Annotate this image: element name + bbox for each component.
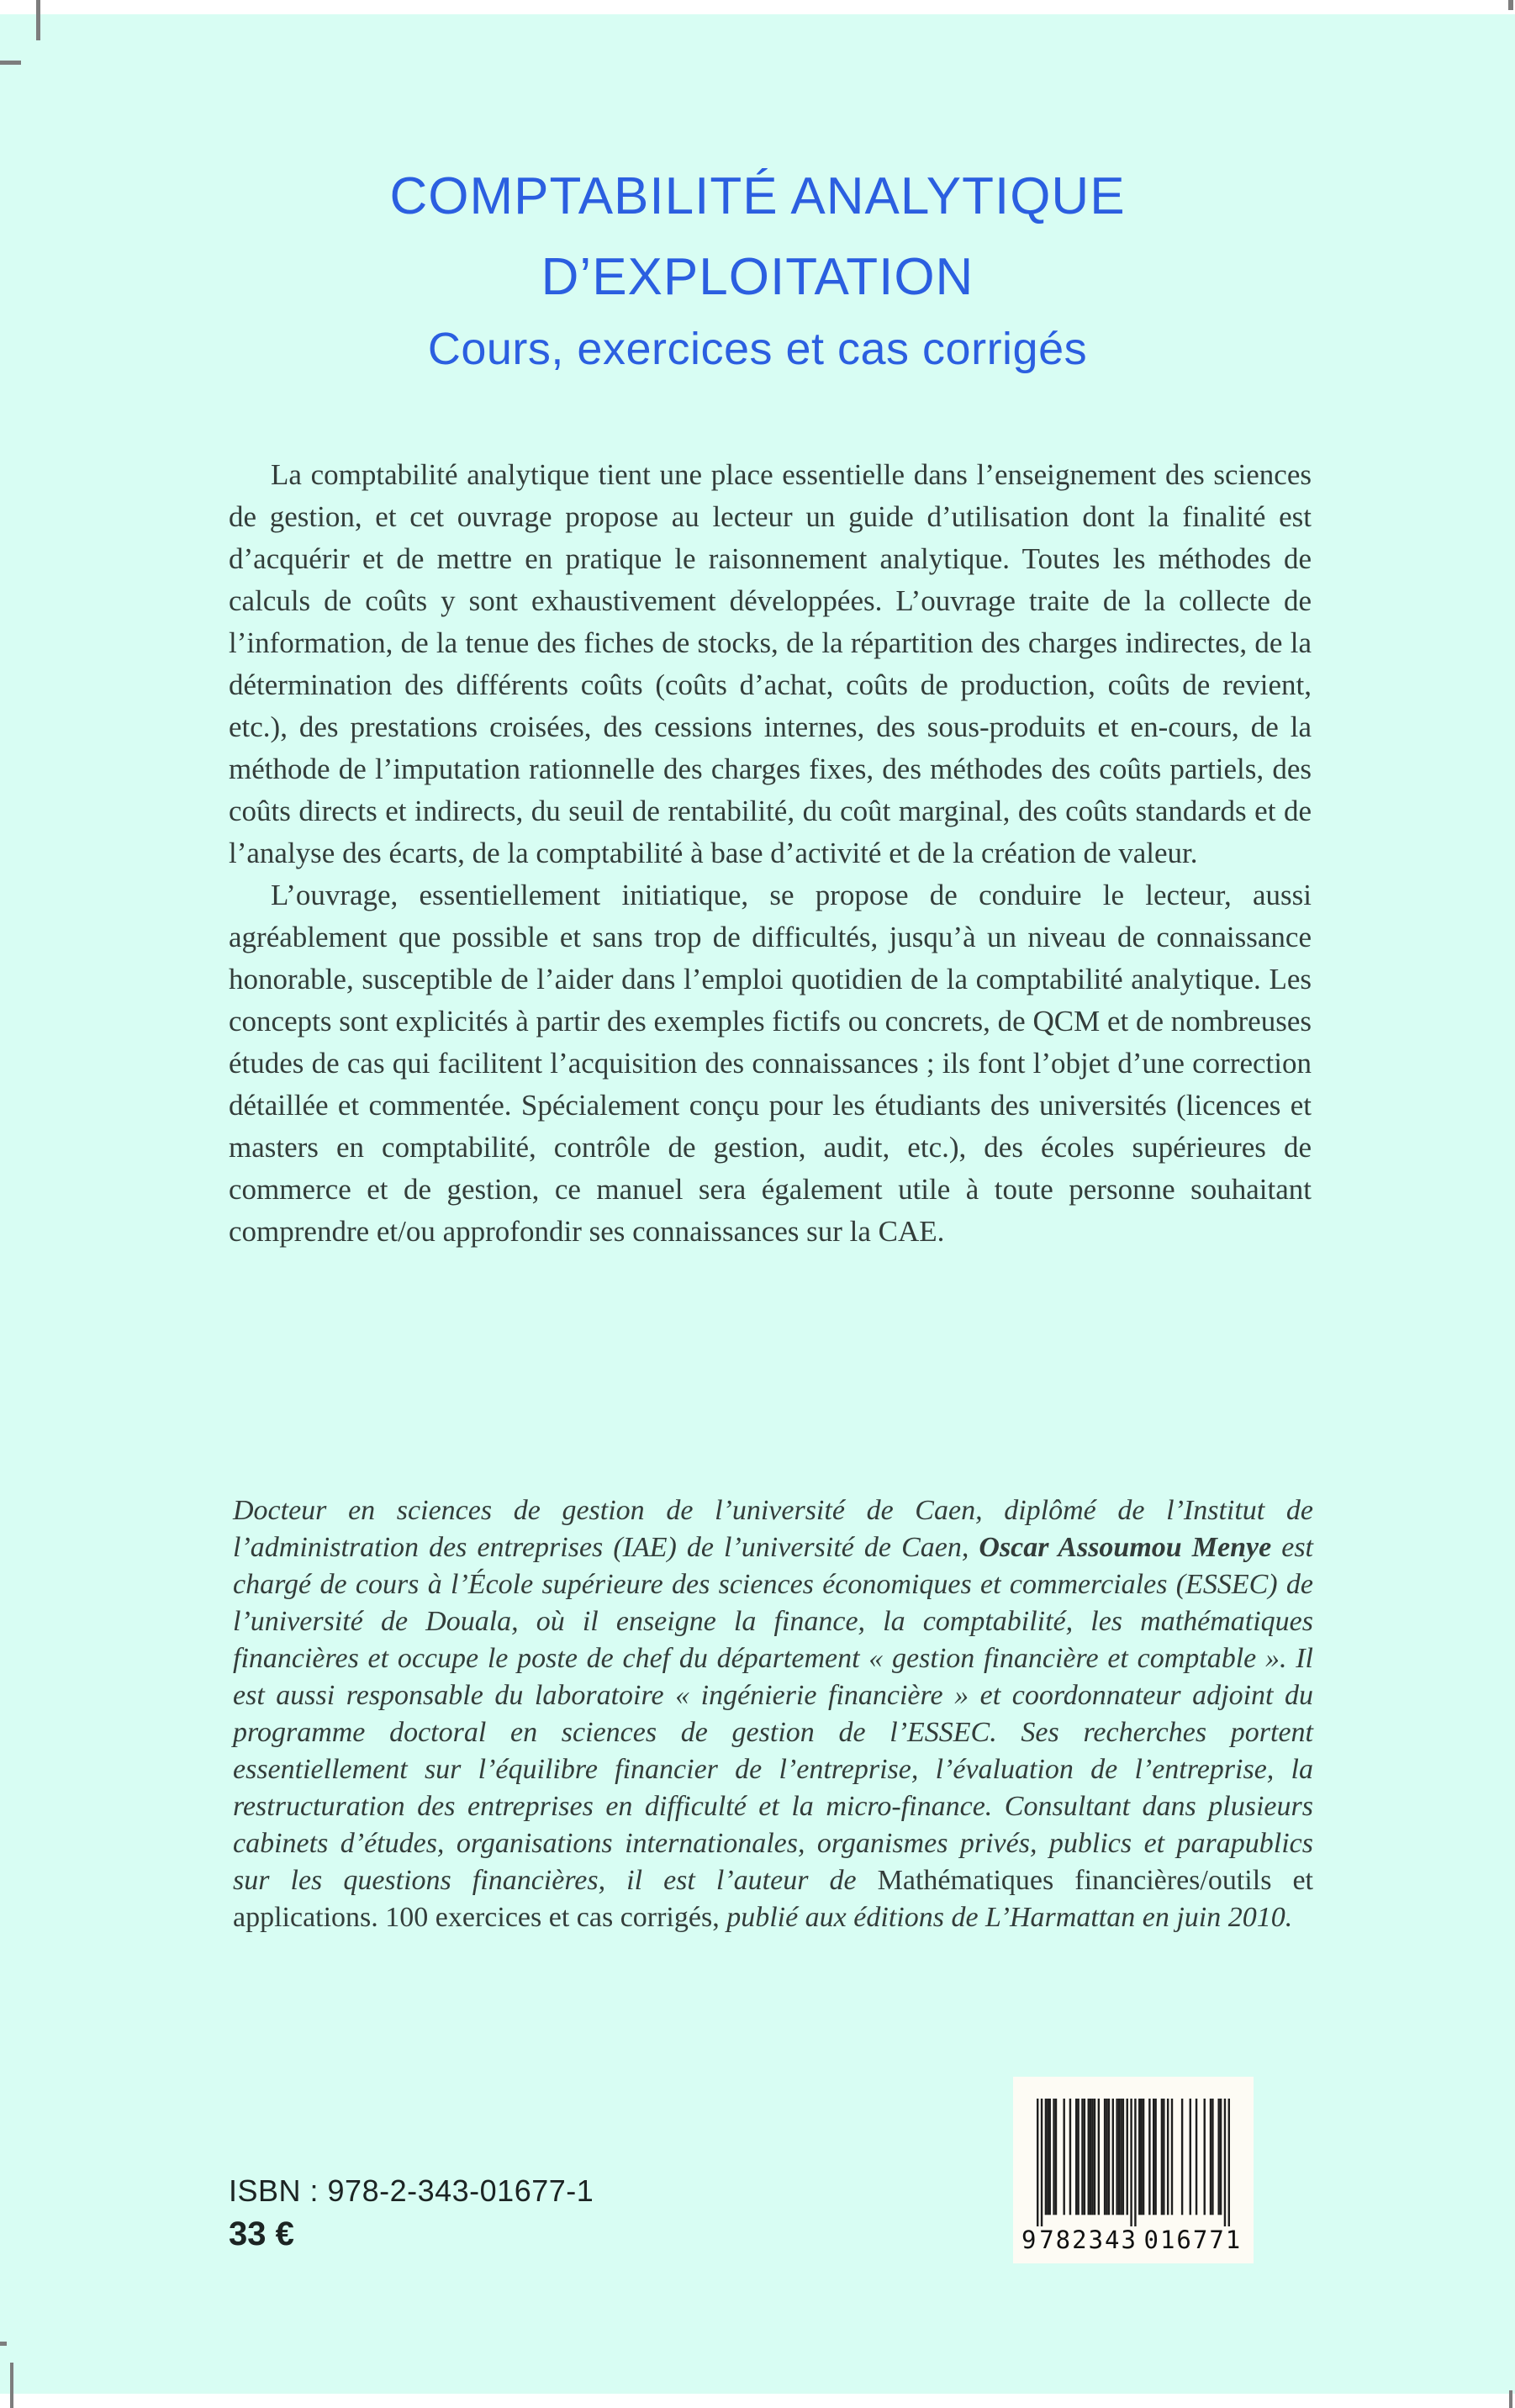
crop-mark-bottom-right-vertical	[1509, 2390, 1512, 2408]
crop-mark-bottom-left-vertical	[10, 2363, 13, 2408]
barcode-digit-lead: 9	[1021, 2226, 1037, 2254]
crop-mark-top-right-vertical	[1508, 0, 1513, 10]
book-title-line2: D’EXPLOITATION	[541, 248, 974, 306]
synopsis	[229, 454, 1312, 1253]
book-subtitle: Cours, exercices et cas corrigés	[427, 324, 1088, 374]
barcode	[1013, 2077, 1254, 2263]
price-text: 33 €	[229, 2215, 294, 2252]
book-title-line1: COMPTABILITÉ ANALYTIQUE	[389, 167, 1126, 225]
barcode-digits-group1: 782343	[1039, 2226, 1138, 2254]
crop-mark-top-left-vertical	[36, 0, 40, 40]
synopsis-paragraph-2: L’ouvrage, essentiellement initiatique, se propose de conduire le lecteur, aussi agréablement que possible et sans trop de difficultés, jusqu’à un niveau de connaissance honorable, susceptible de l’aider dans l’emploi quotidien de la comptabilité analytique. Les concepts sont explicités à partir des exemples fictifs ou concrets, de QCM et de nombreuses études de cas qui facilitent l’acquisition des connaissances ; ils font l’objet d’une correction détaillée et commentée. Spécialement conçu pour les étudiants des universités (licences et masters en comptabilité, contrôle de gestion, audit, etc.), des écoles supérieures de commerce et de gestion, ce manuel sera également utile à toute personne souhaitant comprendre et/ou approfondir ses connaissances sur la CAE.	[229, 879, 1312, 1248]
barcode-bars	[1037, 2099, 1230, 2226]
isbn-text: ISBN : 978-2-343-01677-1	[229, 2173, 594, 2208]
crop-mark-top-left-horizontal	[0, 61, 21, 65]
barcode-digits-group2: 016771	[1143, 2226, 1243, 2254]
crop-mark-bottom-left-horizontal	[0, 2342, 7, 2346]
author-bio: Docteur en sciences de gestion de l’université de Caen, diplômé de l’Institut de l’administration des entreprises (IAE) de l’université de Caen, Oscar Assoumou Menye est chargé de cours à l’École supérieure des sciences économiques et commerciales (ESSEC) de l’université de Douala, où il enseigne la finance, la comptabilité, les mathématiques financières et occupe le poste de chef du département « gestion financière et comptable ». Il est aussi responsable du laboratoire « ingénierie financière » et coordonnateur adjoint du programme doctoral en sciences de gestion de l’ESSEC. Ses recherches portent essentiellement sur l’équilibre financier de l’entreprise, l’évaluation de l’entreprise, la restructuration des entreprises en difficulté et la micro-finance. Consultant dans plusieurs cabinets d’études, organisations internationales, organismes privés, publics et parapublics sur les questions financières, il est l’auteur de Mathématiques financières/outils et applications. 100 exercices et cas corrigés, publié aux éditions de L’Harmattan en juin 2010.	[233, 1495, 1314, 1933]
book-title	[0, 156, 1515, 318]
synopsis-paragraph-1: La comptabilité analytique tient une place essentielle dans l’enseignement des sciences de gestion, et cet ouvrage propose au lecteur un guide d’utilisation dont la finalité est d’acquérir et de mettre en pratique le raisonnement analytique. Toutes les méthodes de calculs de coûts y sont exhaustivement développées. L’ouvrage traite de la collecte de l’information, de la tenue des fiches de stocks, de la répartition des charges indirectes, de la détermination des différents coûts (coûts d’achat, coûts de production, coûts de revient, etc.), des prestations croisées, des cessions internes, des sous-produits et en-cours, de la méthode de l’imputation rationnelle des charges fixes, des méthodes des coûts partiels, des coûts directs et indirects, du seuil de rentabilité, du coût marginal, des coûts standards et de l’analyse des écarts, de la comptabilité à base d’activité et de la création de valeur.	[229, 458, 1312, 869]
barcode-digits	[1021, 2226, 1245, 2253]
